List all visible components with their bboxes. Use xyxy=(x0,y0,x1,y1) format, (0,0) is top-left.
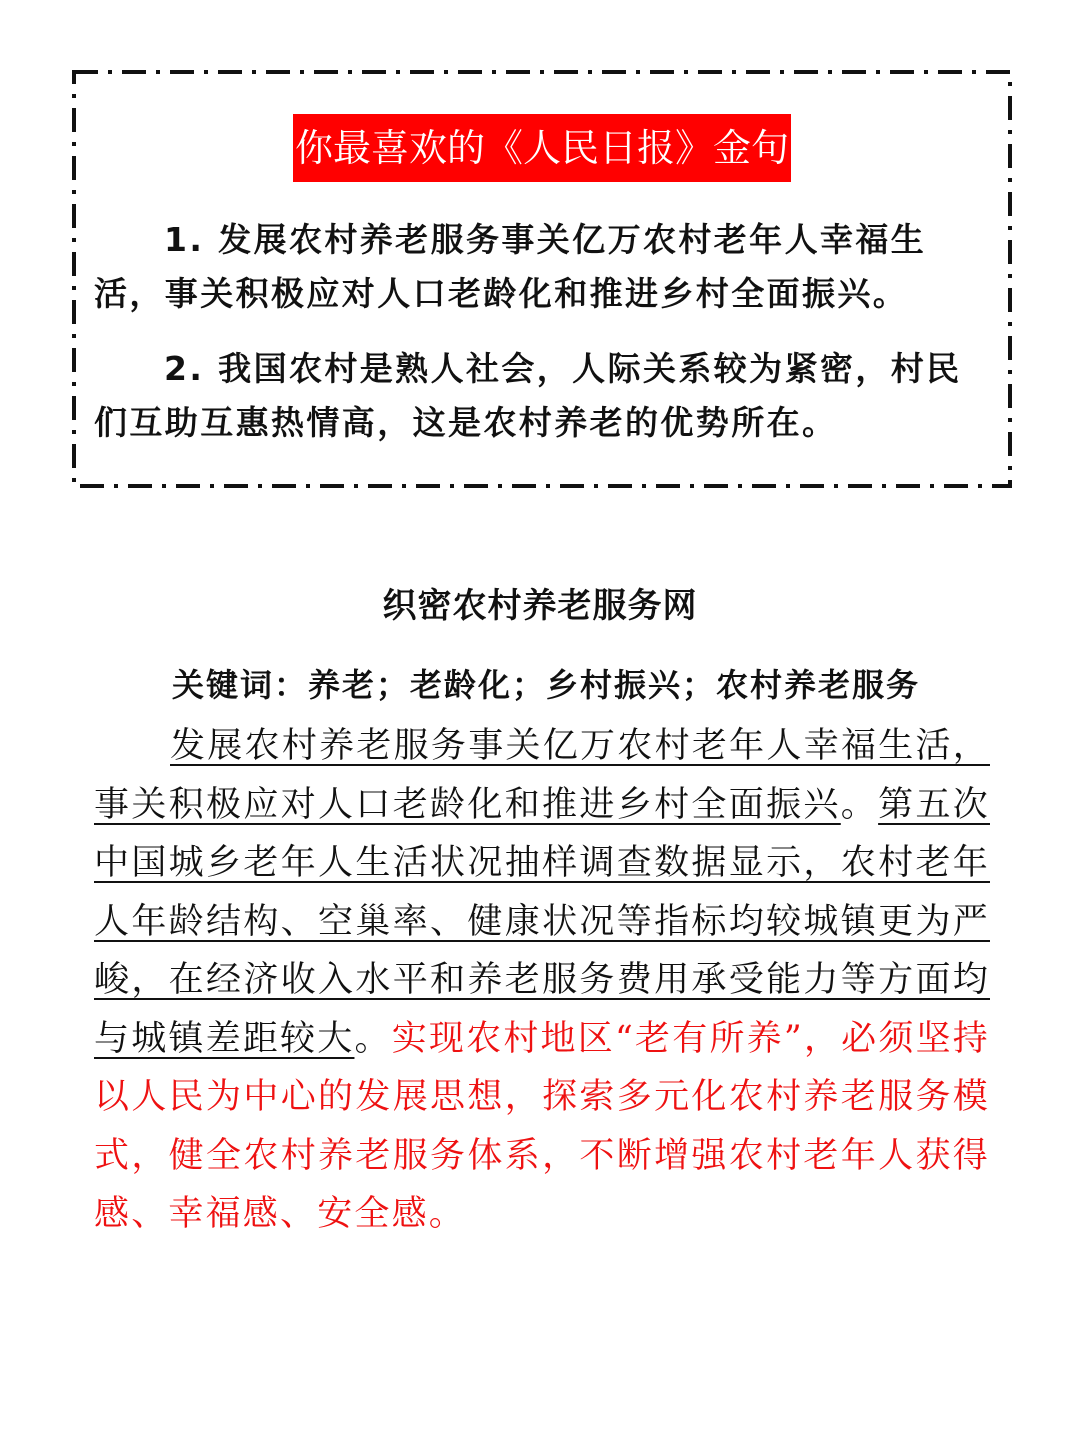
highlighted-red-text: 实现农村地区“老有所养”，必须坚持以人民为中心的发展思想，探索多元化农村养老服务模式，健全农村养老服务体系，不断增强农村老年人获得感、幸福感、安全感。 xyxy=(94,1018,991,1234)
quote-box xyxy=(72,70,1012,488)
period-1: 。 xyxy=(840,784,879,825)
quote-title-wrap xyxy=(72,114,1012,182)
underlined-sentence-2: 第五次中国城乡老年人生活状况抽样调查数据显示，农村老年人年龄结构、空巢率、健康状况等指标均较城镇更为严峻，在经济收入水平和养老服务费用承受能力等方面均与城镇差距较大 xyxy=(94,784,990,1059)
quote-item-2: 2. 我国农村是熟人社会，人际关系较为紧密，村民们互助互惠热情高，这是农村养老的优势所在。 xyxy=(94,349,962,442)
article-title: 织密农村养老服务网 xyxy=(382,586,698,626)
quote-item-1: 1. 发展农村养老服务事关亿万农村老年人幸福生活，事关积极应对人口老龄化和推进乡村全面振兴。 xyxy=(94,220,927,313)
quote-title: 你最喜欢的《人民日报》金句 xyxy=(293,114,791,182)
underlined-sentence-1: 发展农村养老服务事关亿万农村老年人幸福生活，事关积极应对人口老龄化和推进乡村全面振兴 xyxy=(94,726,990,825)
article-body xyxy=(94,717,990,1244)
keywords-line: 关键词：养老；老龄化；乡村振兴；农村养老服务 xyxy=(172,666,921,704)
period-2: 。 xyxy=(354,1018,392,1059)
